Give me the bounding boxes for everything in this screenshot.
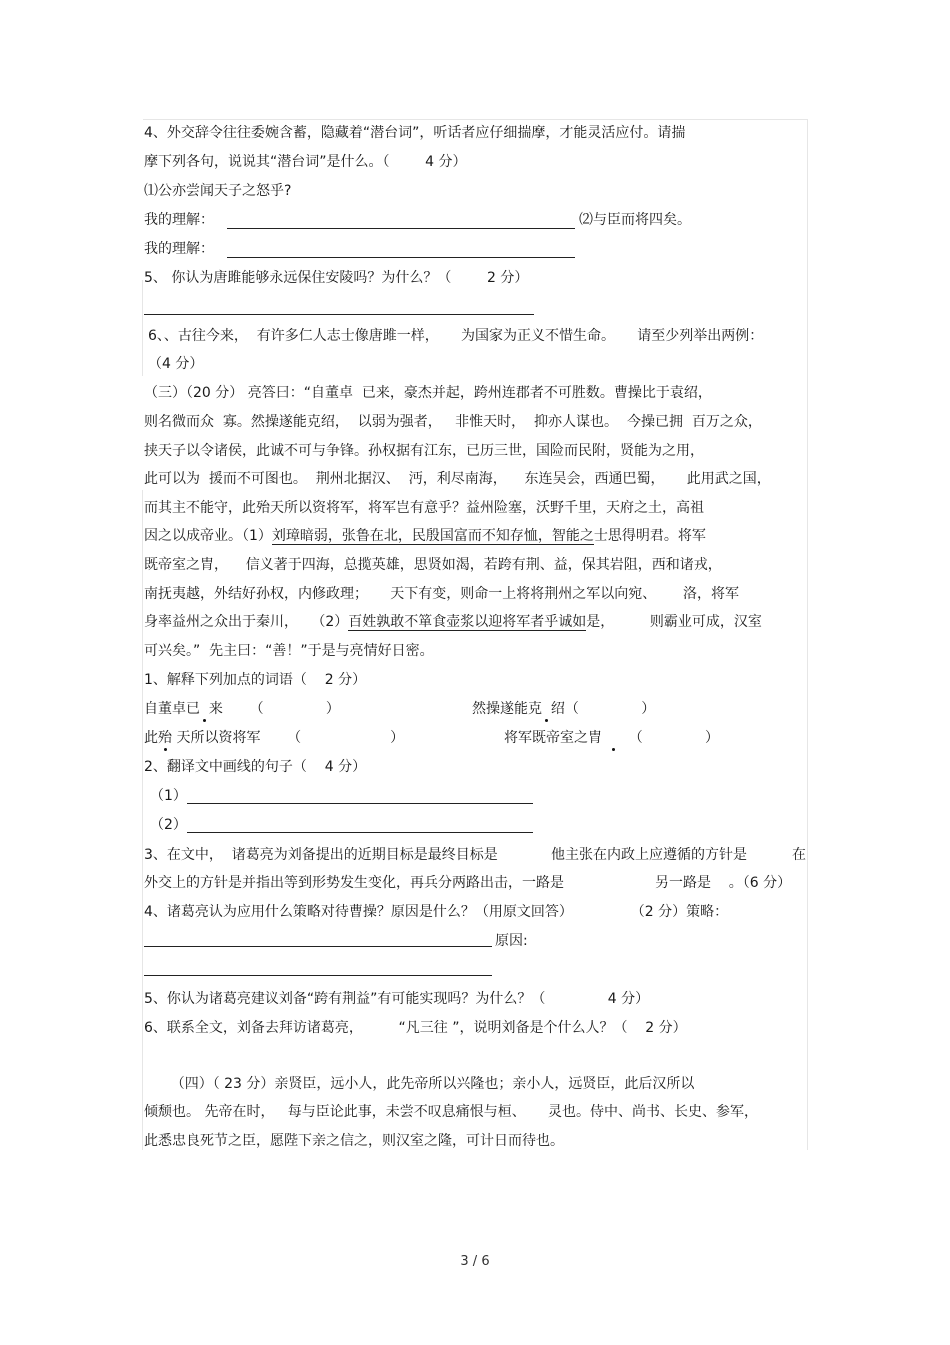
answer-1-blank[interactable] [227, 228, 575, 229]
answer-2-blank[interactable] [227, 257, 575, 258]
reason-label: 原因: [495, 933, 528, 949]
question-5-text: 5、 你认为唐雎能够永远保住安陵吗？为什么？（ 2 分） [144, 270, 529, 286]
question-4b-text: 4、诸葛亮认为应用什么策略对待曹操？原因是什么？（用原文回答） （2 分）策略： [144, 904, 729, 920]
section-3-line-8: 南抚夷越，外结好孙权，内修政理； 天下有变，则命一上将将荆州之军以向宛、 洛，将军 [144, 586, 739, 602]
answer-5-blank[interactable] [144, 314, 534, 315]
section-3-line-6-prefix: 因之以成帝业。（1） [144, 528, 272, 544]
section-4-line-3: 此悉忠良死节之臣，愿陛下亲之信之，则汉室之隆，可计日而待也。 [144, 1133, 564, 1149]
section-3-line-5: 而其主不能守，此殆天所以资将军，将军岂有意乎？益州险塞，沃野千里，天府之土，高祖 [144, 500, 704, 516]
answer-1-label: 我的理解： [144, 212, 214, 228]
emphasis-dot [203, 719, 206, 722]
section-3-line-10: 可兴矣。” 先主曰：“善！”于是与亮情好日密。 [144, 643, 434, 659]
section-4-line-2: 倾颓也。 先帝在时， 每与臣论此事，未尝不叹息痛恨与桓、 灵也。侍中、尚书、长史、参军， [144, 1104, 759, 1120]
section-3-line-9-prefix: 身率益州之众出于秦川， （2） [144, 614, 349, 630]
question-1-word-b: 然操遂能克 绍（ ） [472, 701, 656, 717]
underlined-sentence-2: 百姓孰敢不箪食壶浆以迎将军者乎诚如 [348, 614, 587, 630]
page-number: 3 / 6 [460, 1254, 490, 1269]
question-1-word-d: 将军既帝室之胄 （ ） [504, 730, 720, 746]
question-6-line-2: （4 分） [148, 356, 204, 372]
translation-1-blank[interactable] [187, 803, 533, 804]
section-3-line-9-suffix: 是， 则霸业可成，汉室 [586, 614, 762, 630]
question-1-word-a: 自董卓已 来 （ ） [144, 701, 340, 717]
section-3-line-1: （三）（20 分） 亮答曰：“自董卓 已来，豪杰并起，跨州连郡者不可胜数。曹操比于袁绍， [144, 385, 712, 401]
strategy-blank[interactable] [144, 946, 492, 947]
emphasis-dot [545, 719, 548, 722]
question-2-item-1: （1） [150, 788, 187, 804]
emphasis-dot [164, 748, 167, 751]
question-6-line-1: 6、、古往今来， 有许多仁人志士像唐雎一样， 为国家为正义不惜生命。 请至少列举出两例： [148, 328, 764, 344]
emphasis-dot [612, 748, 615, 751]
section-3-line-7: 既帝室之胄， 信义著于四海，总揽英雄，思贤如渴，若跨有荆、益，保其岩阻，西和诸戎， [144, 557, 722, 573]
section-3-line-2: 则名微而众 寡。然操遂能克绍， 以弱为强者， 非惟天时， 抑亦人谋也。 今操已拥 百万之众， [144, 414, 762, 430]
question-3-line-2a: 外交上的方针是并指出等到形势发生变化，再兵分两路出击，一路是 [144, 875, 564, 891]
question-3-line-1a: 3、在文中， 诸葛亮为刘备提出的近期目标是最终目标是 [144, 847, 498, 863]
translation-2-blank[interactable] [187, 832, 533, 833]
question-4-line-2: 摩下列各句，说说其“潜台词”是什么。（ 4 分） [144, 154, 467, 170]
section-3-line-3: 挟天子以令诸侯，此诚不可与争锋。孙权据有江东，已历三世，国险而民附，贤能为之用， [144, 443, 704, 459]
question-2-item-2: （2） [150, 817, 187, 833]
question-4-item-2: ⑵与臣而将四矣。 [579, 212, 691, 228]
section-3-line-4: 此可以为 援而不可图也。 荆州北据汉、 沔，利尽南海， 东连吴会，西通巴蜀， 此用武之国， [144, 471, 771, 487]
reason-blank[interactable] [144, 975, 492, 976]
question-4-line-1: 4、外交辞令往往委婉含蓄，隐藏着“潜台词”，听话者应仔细揣摩，才能灵活应付。请揣 [144, 125, 686, 141]
question-3-line-1c: 在 [792, 847, 806, 863]
section-4-line-1: （四）（ 23 分）亲贤臣，远小人，此先帝所以兴隆也；亲小人，远贤臣，此后汉所以 [144, 1076, 695, 1092]
question-1-text: 1、解释下列加点的词语（ 2 分） [144, 672, 367, 688]
section-3-line-6 [144, 528, 706, 544]
question-3-line-2b: 另一路是 。（6 分） [655, 875, 792, 891]
answer-2-label: 我的理解： [144, 241, 214, 257]
question-2-text: 2、翻译文中画线的句子（ 4 分） [144, 759, 367, 775]
underlined-sentence-1: 刘璋暗弱，张鲁在北，民殷国富而不知存恤，智能之 [271, 528, 594, 544]
question-4-item-1: ⑴公亦尝闻天子之怒乎? [144, 183, 292, 199]
section-3-line-6-suffix: 士思得明君。将军 [593, 528, 706, 544]
question-5b-text: 5、你认为诸葛亮建议刘备“跨有荆益”有可能实现吗？为什么？（ 4 分） [144, 991, 650, 1007]
question-1-word-c: 此殆 天所以资将军 （ ） [144, 730, 405, 746]
question-6b-text: 6、联系全文，刘备去拜访诸葛亮， “凡三往 ”，说明刘备是个什么人？（ 2 分） [144, 1020, 687, 1036]
section-3-line-9 [144, 614, 762, 630]
question-3-line-1b: 他主张在内政上应遵循的方针是 [551, 847, 747, 863]
